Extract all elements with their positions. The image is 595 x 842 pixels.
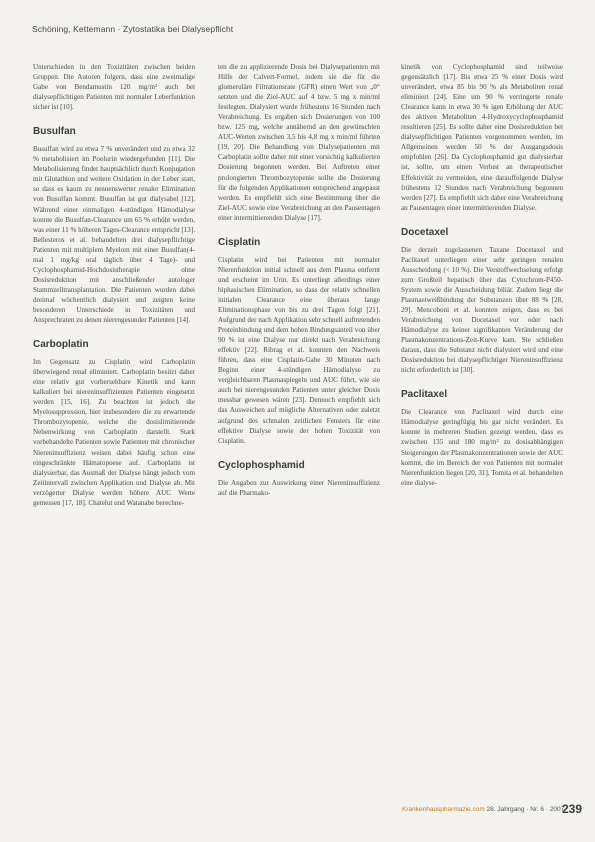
journal-website: Krankenhauspharmazie.com bbox=[402, 806, 485, 813]
paragraph-cyclophosphamid: Die Angaben zur Auswirkung einer Niereninsuffizienz auf die Pharmako- bbox=[218, 478, 380, 497]
page-number: 239 bbox=[562, 802, 583, 816]
section-heading-carboplatin: Carboplatin bbox=[33, 339, 89, 351]
text-column-1 bbox=[33, 62, 195, 508]
section-heading-docetaxel: Docetaxel bbox=[401, 226, 449, 238]
section-heading-paclitaxel: Paclitaxel bbox=[401, 389, 448, 401]
paragraph-cyclophosphamid-cont: kinetik von Cyclophosphamid sind teilweise gegensätzlich [17]. Bis etwa 25 % einer Dosis wird unverändert, etwa 85 bis 90 % als Metaboliten renal eliminiert [24]. Eine um 90 % verringerte renale Clearance kann in etwa 30 % igen Erhöhung der AUC des aktiven Metaboliten 4-Hydroxycyclophosphamid resultieren [25]. Es sollte daher eine Dosisreduktion bei dialysepflichtigen Patienten vorgenommen werden, im Allgemeinen werden 50 % der Ausgangsdosis empfohlen [26]. Da Cyclophosphamid gut dialysierbar ist, sollte, um einen Verlust an therapeutischer Effektivität zu vermeiden, eine darauffolgende Dialyse frühestens 12 Stunden nach Verabreichung begonnen werden [27]. Es empfiehlt sich daher eine Verabreichung an Pausentagen einer intermittierenden Dialyse. bbox=[401, 63, 563, 212]
page-footer bbox=[402, 806, 564, 813]
paragraph-bendamustin-end: Unterschieden in den Toxizitäten zwischen beiden Gruppen. Die Autoren folgern, dass eine zweimalige Gabe von Bendamustin 120 mg/m² auch bei dialysepflichtigen Patienten mit normaler Leberfunktion sicher ist [10]. bbox=[33, 63, 195, 112]
text-column-2 bbox=[218, 62, 380, 498]
paragraph-carboplatin-cont: ten die zu applizierende Dosis bei Dialysepatienten mit Hilfe der Calvert-Formel, indem sie die für die glomeruläre Filtrationsrate (GFR) einen Wert von „0“ setzten und die Ziel-AUC auf 4 bzw. 5 mg x min/ml festlegten. Dialysiert wurde frühestens 16 Stunden nach Verabreichung. Es ergaben sich Dosierungen von 100 bzw. 125 mg, welche annähernd an den gewünschten AUC-Werten zwischen 3,5 bis 4,8 mg x min/ml führten [19, 20]. Die Behandlung von Dialysepatienten mit Carboplatin sollte daher mit einer vorsichtig kalkulierten Dosierung begonnen werden. Bei Auftreten einer prolongierten Thrombozytopenie sollte die Dosierung für die folgenden Applikationen entsprechend angepasst werden. Es empfiehlt sich eine Bestimmung über die Ziel-AUC sowie eine Verabreichung an den Pausentagen einer intermittierenden Dialyse [17]. bbox=[218, 63, 380, 222]
paragraph-docetaxel: Die derzeit zugelassenen Taxane Docetaxel und Paclitaxel unterliegen einer sehr geringen renalen Ausscheidung (< 10 %). Die Verstoffwechselung erfolgt zum Großteil hepatisch über das Cytochrom-P450-System sowie die Ausscheidung biliär. Zudem liegt die Plasmaeiweißbindung der Substanzen über 88 % [28, 29]. Mencoboni et al. konnten zeigen, dass es bei Verabreichung von Docetaxel vor oder nach Hämodialyse zu keiner signifikanten Veränderung der Plasmakonzentrations-Zeit-Kurve kam. Sie schließen daraus, dass die Substanz nicht dialysiert wird und eine Dosisreduktion bei dialysepflichtiger Niereninsuffizienz nicht erforderlich ist [30]. bbox=[401, 245, 563, 375]
section-heading-cisplatin: Cisplatin bbox=[218, 236, 261, 248]
section-heading-cyclophosphamid: Cyclophosphamid bbox=[218, 459, 305, 471]
paragraph-paclitaxel: Die Clearance von Paclitaxel wird durch eine Hämodialyse geringfügig bis gar nicht verändert. Es konnte in mehreren Studien gezeigt werden, dass es zwischen 135 und 180 mg/m² zu dosisabhängigen Steigerungen der Plasmakonzentrationen sowie der AUC kommt, die im Bereich der von Patienten mit normaler Nierenfunktion liegen [20, 31]. Tomita et al. behandelten eine dialyse- bbox=[401, 408, 563, 487]
section-heading-busulfan: Busulfan bbox=[33, 126, 76, 138]
text-column-3 bbox=[401, 62, 563, 488]
paragraph-busulfan: Busulfan wird zu etwa 7 % unverändert und zu etwa 32 % metabolisiert im Poolurin wiedergefunden [11]. Die Metabolisierung findet hauptsächlich durch Konjugation mit Glutathion und weitere Oxidation in der Leber statt, so dass es kaum zu nennenswerter renaler Elimination von Busulfan kommt. Busulfan ist gut dialysabel [12]. Während einer einmaligen 4-stündigen Hämodialyse konnte die Busulfan-Clearance um 65 % erhöht werden, was einer 11 % höheren Tages-Clearance entspricht [13]. Bellesteros et al. behandelten drei dialysepflichtige Patienten mit multiplem Myelom mit einer Busulfan(4-mal 1 mg/kg oral täglich über 4 Tage)- und Cyclophosphamid-Hochdosistherapie ohne Dosisreduktion mit anschließender autologer Stammzelltransplantation. Die Patienten wurden dabei dreimal wöchentlich dialysiert und zeigten keine besonderen Unterschiede in Toxizitäten und Ansprechraten zu denen nierengesunder Patienten [14]. bbox=[33, 145, 195, 325]
journal-issue: 28. Jahrgang · Nr. 6 · 2007 bbox=[486, 806, 565, 813]
paragraph-cisplatin: Cisplatin wird bei Patienten mit normaler Nierenfunktion initial schnell aus dem Plasma entfernt und erscheint im Urin. Es unterliegt allerdings einer biphasischen Elimination, so dass der relativ schnellen initialen Clearance eine überaus lange Eliminationsphase von bis zu drei Tagen folgt [21]. Aufgrund der nach Applikation sehr schnell auftretenden Proteinbindung und dem hohen Bindungsanteil von über 90 % ist eine Dialyse nur direkt nach Verabreichung effektiv [22]. Ribrag et al. konnten den Nachweis führen, dass eine Cisplatin-Gabe 30 Minuten nach Beginn einer 4-stündigen Hämodialyse zu vergleichbaren Plasmaspiegeln und AUC führt, wie sie auch bei nierengesunden Patienten unter gleicher Dosis messbar gewesen wären [23]. Dennoch empfiehlt sich das Ausweichen auf mögliche Alternativen oder zuletzt aufgrund des schmalen zeitlichen Fensters für eine effektive Dialyse sowie der hohen Toxizität von Cisplatin. bbox=[218, 255, 380, 445]
running-header: Schöning, Kettemann · Zytostatika bei Dialysepflicht bbox=[32, 24, 234, 34]
paragraph-carboplatin: Im Gegensatz zu Cisplatin wird Carboplatin überwiegend renal eliminiert. Carboplatin besitzt daher eine relativ gut vorhersehbare Kinetik und kann kalkuliert bei niereninsuffizienten Patienten eingesetzt werden [15, 16]. Zu beachten ist jedoch die Myelosuppression, hier insbesondere die zu erwartende Thrombozytopenie, welche die dosislimitierende Nebenwirkung von Carboplatin darstellt. Stark vorbehandelte Patienten sowie Patienten mit chronischer Niereninsuffizienz weisen dabei häufig schon eine eingeschränkte Hämatopoese auf. Carboplatin ist dialysierbar, das Ausmaß der Dialyse hängt jedoch vom Zeitintervall zwischen Applikation und Dialyse ab. Mit verzögerter Dialyse werden höhere AUC Werte gemessen [17, 18]. Chatelut und Watanabe berechne- bbox=[33, 358, 195, 507]
